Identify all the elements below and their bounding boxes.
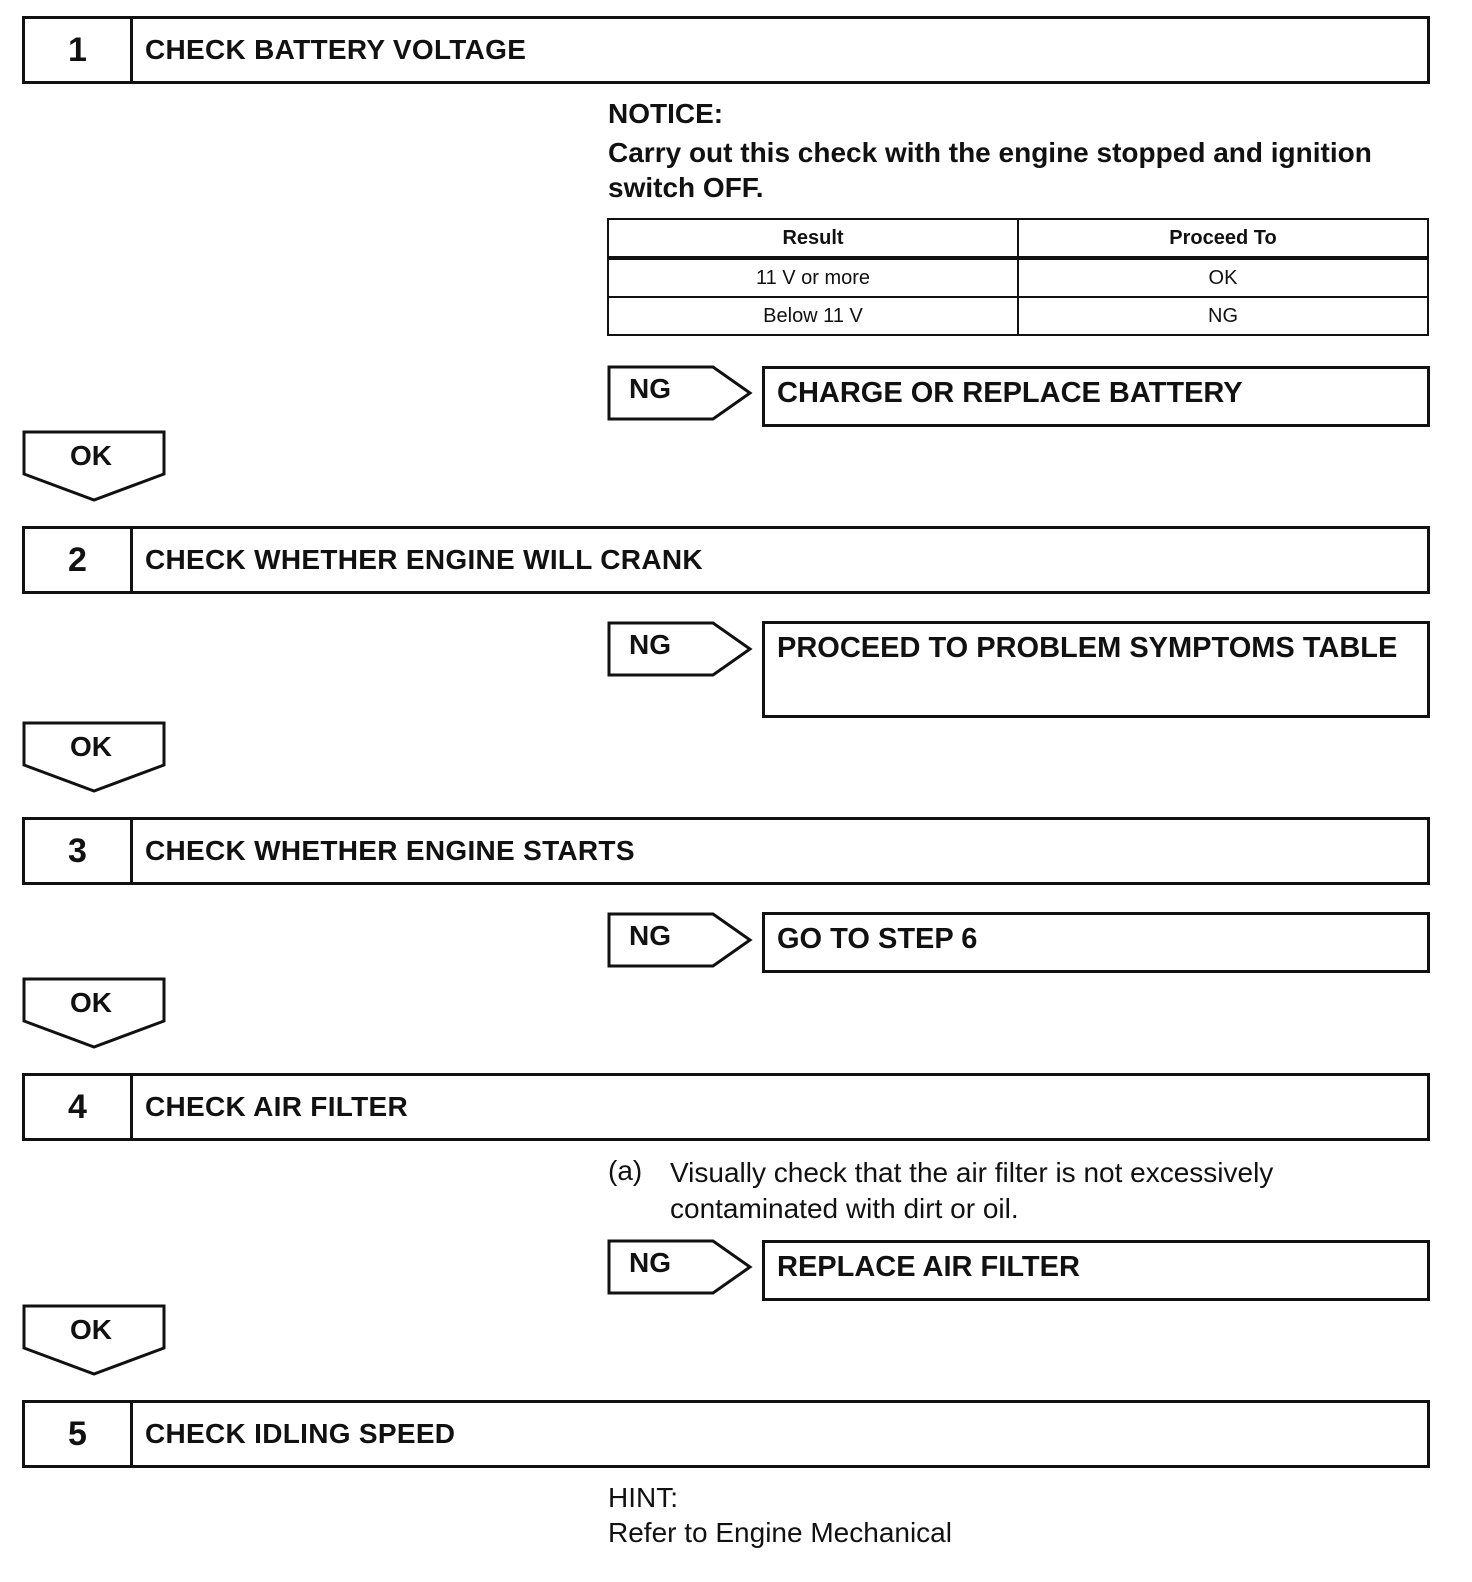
- substep-label: (a): [608, 1155, 643, 1186]
- ng-arrow: [607, 365, 753, 421]
- table-cell: OK: [1018, 258, 1428, 297]
- table-row: [608, 297, 1428, 335]
- ng-action-box: REPLACE AIR FILTER: [762, 1240, 1430, 1301]
- step-number: 1: [25, 19, 133, 81]
- ng-arrow: [607, 1239, 753, 1295]
- step-number: 3: [25, 820, 133, 882]
- ng-arrow: [607, 912, 753, 968]
- ok-label: OK: [70, 1314, 112, 1345]
- result-table: [607, 218, 1429, 336]
- ng-action-box: GO TO STEP 6: [762, 912, 1430, 973]
- step-5-header: [22, 1400, 1430, 1468]
- hint-text: Refer to Engine Mechanical: [608, 1517, 952, 1548]
- step-number: 2: [25, 529, 133, 591]
- notice-text: Carry out this check with the engine stopped and ignition switch OFF.: [608, 137, 1372, 203]
- hint-label: HINT:: [608, 1482, 678, 1513]
- step-title: CHECK AIR FILTER: [145, 1091, 409, 1122]
- table-cell: 11 V or more: [608, 258, 1018, 297]
- ok-label: OK: [70, 987, 112, 1018]
- step-title: CHECK BATTERY VOLTAGE: [145, 34, 527, 65]
- ok-arrow: [22, 1304, 166, 1376]
- table-cell: NG: [1018, 297, 1428, 335]
- ng-label: NG: [629, 1247, 671, 1278]
- table-cell: Below 11 V: [608, 297, 1018, 335]
- ok-arrow: [22, 977, 166, 1049]
- step-4-header: [22, 1073, 1430, 1141]
- step-2-header: [22, 526, 1430, 594]
- ng-label: NG: [629, 629, 671, 660]
- step-3-header: [22, 817, 1430, 885]
- table-row: [608, 258, 1428, 297]
- step-title: CHECK IDLING SPEED: [145, 1418, 456, 1449]
- table-header-cell: Result: [608, 219, 1018, 258]
- ng-label: NG: [629, 373, 671, 404]
- step-title: CHECK WHETHER ENGINE STARTS: [145, 835, 635, 866]
- ng-arrow: [607, 621, 753, 677]
- table-header-row: [608, 219, 1428, 258]
- step-title: CHECK WHETHER ENGINE WILL CRANK: [145, 544, 703, 575]
- ng-label: NG: [629, 920, 671, 951]
- step-number: 4: [25, 1076, 133, 1138]
- table-header-cell: Proceed To: [1018, 219, 1428, 258]
- ok-arrow: [22, 721, 166, 793]
- ng-action-box: CHARGE OR REPLACE BATTERY: [762, 366, 1430, 427]
- notice-label: NOTICE:: [608, 98, 724, 129]
- ng-action-box: PROCEED TO PROBLEM SYMPTOMS TABLE: [762, 621, 1430, 718]
- substep-text: Visually check that the air filter is not excessively contaminated with dirt or oil.: [670, 1157, 1274, 1224]
- ok-label: OK: [70, 731, 112, 762]
- ok-arrow: [22, 430, 166, 502]
- step-number: 5: [25, 1403, 133, 1465]
- ok-label: OK: [70, 440, 112, 471]
- step-1-header: [22, 16, 1430, 84]
